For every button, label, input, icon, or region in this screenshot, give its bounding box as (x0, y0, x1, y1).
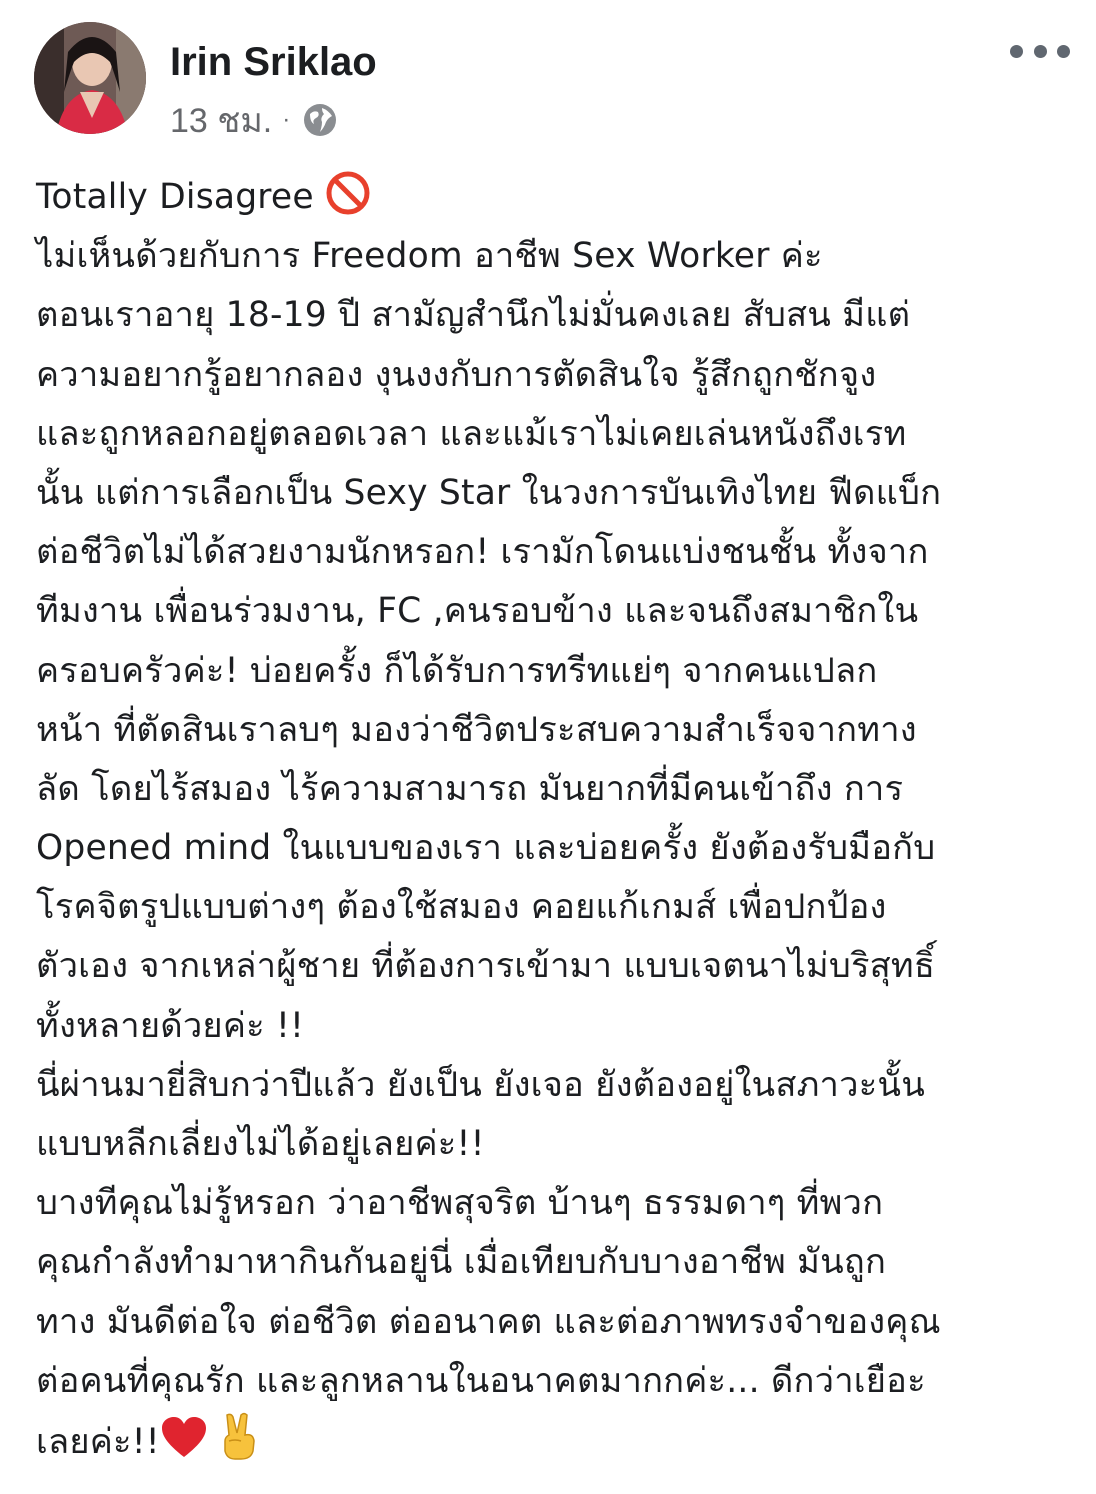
post-line (36, 168, 1076, 227)
post-line: ต่อชีวิตไม่ได้สวยงามนักหรอก! เรามักโดนแบ่งชนชั้น ทั้งจาก (36, 532, 929, 573)
post-meta (170, 98, 338, 142)
post-line: ทีมงาน เพื่อนร่วมงาน, FC ,คนรอบข้าง และจนถึงสมาชิกใน (36, 591, 919, 632)
post-line: ความอยากรู้อยากลอง งุนงงกับการตัดสินใจ รู้สึกถูกชักจูง (36, 354, 877, 395)
more-horizontal-icon (1010, 45, 1023, 58)
post-line-text: เลยค่ะ!! (36, 1421, 160, 1462)
post-timestamp[interactable]: 13 ชม. (170, 102, 273, 140)
post-line: ตอนเราอายุ 18-19 ปี สามัญสำนึกไม่มั่นคงเลย สับสน มีแต่ (36, 295, 911, 336)
post-line: ตัวเอง จากเหล่าผู้ชาย ที่ต้องการเข้ามา แบบเจตนาไม่บริสุทธิ์ (36, 946, 936, 987)
more-dot (1034, 45, 1047, 58)
post-line: ครอบครัวค่ะ! บ่อยครั้ง ก็ได้รับการทรีทแย่ๆ จากคนแปลก (36, 650, 878, 691)
more-options-button[interactable] (1010, 34, 1070, 68)
post-line: โรคจิตรูปแบบต่างๆ ต้องใช้สมอง คอยแก้เกมส์ เพื่อปกป้อง (36, 887, 887, 928)
post-line: และถูกหลอกอยู่ตลอดเวลา และแม้เราไม่เคยเล่นหนังถึงเรท (36, 413, 907, 454)
victory-hand-icon (219, 1411, 259, 1480)
red-heart-icon (160, 1415, 208, 1480)
meta-separator: · (282, 106, 291, 133)
post-line: แบบหลีกเลี่ยงไม่ได้อยู่เลยค่ะ!! (36, 1124, 485, 1164)
more-dot (1057, 45, 1070, 58)
post-line (36, 1411, 1076, 1470)
post-line: ต่อคนที่คุณรัก และลูกหลานในอนาคตมากกค่ะ... ดีกว่าเยือะ (36, 1360, 926, 1401)
globe-icon[interactable] (302, 102, 338, 138)
post-line: นี่ผ่านมายี่สิบกว่าปีแล้ว ยังเป็น ยังเจอ ยังต้องอยู่ในสภาวะนั้น (36, 1064, 925, 1105)
avatar[interactable] (34, 22, 146, 134)
post-line: บางทีคุณไม่รู้หรอก ว่าอาชีพสุจริต บ้านๆ ธรรมดาๆ ที่พวก (36, 1183, 884, 1224)
post-line-text: Totally Disagree (36, 177, 314, 217)
author-name[interactable]: Irin Sriklao (170, 40, 377, 84)
post-line: ทั้งหลายด้วยค่ะ !! (36, 1005, 305, 1046)
prohibited-sign-icon (325, 170, 371, 235)
post-line: นั้น แต่การเลือกเป็น Sexy Star ในวงการบันเทิงไทย ฟีดแบ็ก (36, 472, 942, 513)
post-line: หน้า ที่ตัดสินเราลบๆ มองว่าชีวิตประสบความสำเร็จจากทาง (36, 709, 917, 750)
post-line: คุณกำลังทำมาหากินกันอยู่นี่ เมื่อเทียบกับบางอาชีพ มันถูก (36, 1242, 887, 1283)
post-header (0, 0, 1096, 150)
post-line: ไม่เห็นด้วยกับการ Freedom อาชีพ Sex Worker ค่ะ (36, 236, 823, 277)
post-line: ลัด โดยไร้สมอง ไร้ความสามารถ มันยากที่มีคนเข้าถึง การ (36, 768, 904, 809)
avatar-image (34, 22, 146, 134)
post-line: Opened mind ในแบบของเรา และบ่อยครั้ง ยังต้องรับมือกับ (36, 828, 936, 869)
post-line: ทาง มันดีต่อใจ ต่อชีวิต ต่ออนาคต และต่อภาพทรงจำของคุณ (36, 1301, 941, 1342)
post-body (36, 168, 1076, 1470)
